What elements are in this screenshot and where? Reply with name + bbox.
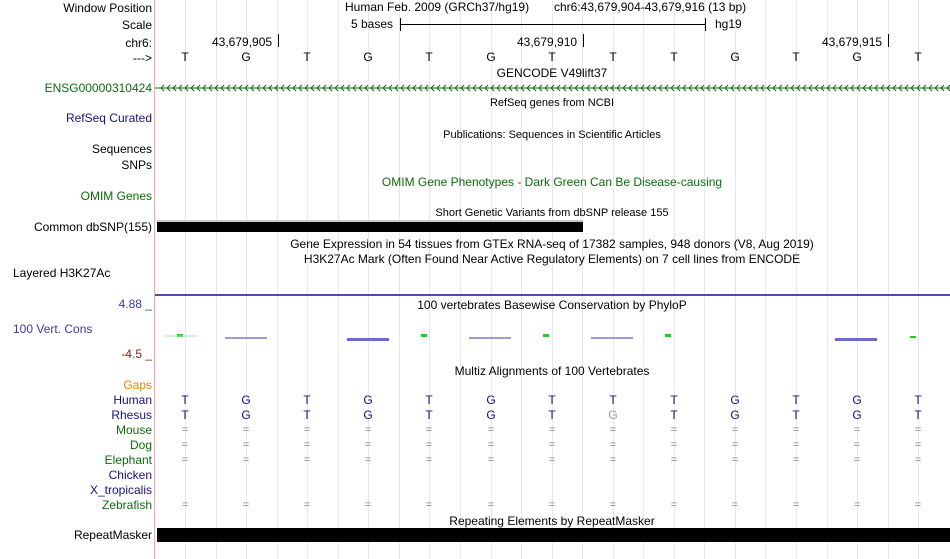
multiz-track-title: Multiz Alignments of 100 Vertebrates	[454, 364, 650, 378]
label-gencode[interactable]: ENSG00000310424	[44, 81, 152, 95]
human-base: G	[486, 393, 496, 407]
mouse-match-mark: =	[609, 424, 617, 436]
mouse-match-mark: =	[792, 424, 800, 436]
mouse-match-mark: =	[670, 424, 678, 436]
ruler-tick	[583, 34, 584, 47]
reference-base: T	[548, 50, 556, 64]
dog-match-mark: =	[181, 439, 189, 451]
h3k27ac-track-title: H3K27Ac Mark (Often Found Near Active Regulatory Elements) on 7 cell lines from ENCODE	[303, 252, 801, 266]
rhesus-base: G	[608, 408, 618, 422]
zebrafish-match-mark: =	[853, 499, 861, 511]
label-species-human[interactable]: Human	[113, 393, 152, 407]
human-base: G	[730, 393, 740, 407]
rhesus-base: G	[241, 408, 251, 422]
human-base: T	[609, 393, 617, 407]
label-h3k27ac[interactable]: Layered H3K27Ac	[13, 266, 111, 280]
elephant-match-mark: =	[609, 454, 617, 466]
repeatmasker-element-bar[interactable]	[157, 528, 950, 542]
elephant-match-mark: =	[792, 454, 800, 466]
label-phylop-min: -4.5 _	[121, 347, 152, 361]
rhesus-base: T	[670, 408, 678, 422]
zebrafish-match-mark: =	[792, 499, 800, 511]
label-strand: --->	[133, 51, 152, 65]
rhesus-base: G	[363, 408, 373, 422]
zebrafish-match-mark: =	[609, 499, 617, 511]
elephant-match-mark: =	[364, 454, 372, 466]
elephant-match-mark: =	[181, 454, 189, 466]
label-species-elephant[interactable]: Elephant	[104, 453, 152, 467]
mouse-match-mark: =	[914, 424, 922, 436]
reference-base: T	[303, 50, 311, 64]
label-species-zebrafish[interactable]: Zebrafish	[101, 498, 152, 512]
rhesus-base: T	[303, 408, 311, 422]
mouse-match-mark: =	[181, 424, 189, 436]
position-readout: chr6:43,679,904-43,679,916 (13 bp)	[554, 0, 747, 14]
scale-text: 5 bases	[351, 17, 394, 31]
rhesus-base: T	[914, 408, 922, 422]
label-phylop-max: 4.88 _	[118, 297, 152, 311]
human-base: T	[303, 393, 311, 407]
zebrafish-match-mark: =	[425, 499, 433, 511]
rhesus-base: T	[548, 408, 556, 422]
reference-base: G	[486, 50, 496, 64]
label-window-position: Window Position	[63, 1, 152, 15]
scale-bar-right-tick	[705, 18, 706, 31]
ruler-tick	[278, 34, 279, 47]
zebrafish-match-mark: =	[670, 499, 678, 511]
rhesus-base: T	[792, 408, 800, 422]
zebrafish-match-mark: =	[914, 499, 922, 511]
reference-base: G	[363, 50, 373, 64]
label-refseq[interactable]: RefSeq Curated	[65, 111, 152, 125]
mouse-match-mark: =	[303, 424, 311, 436]
dog-match-mark: =	[425, 439, 433, 451]
dog-match-mark: =	[853, 439, 861, 451]
human-base: G	[241, 393, 251, 407]
elephant-match-mark: =	[548, 454, 556, 466]
mouse-match-mark: =	[548, 424, 556, 436]
elephant-match-mark: =	[853, 454, 861, 466]
ruler-tick-label: 43,679,915	[822, 35, 883, 49]
gencode-track-title: GENCODE V49lift37	[496, 66, 608, 80]
mouse-match-mark: =	[242, 424, 250, 436]
human-base: G	[852, 393, 862, 407]
zebrafish-match-mark: =	[303, 499, 311, 511]
reference-base: G	[852, 50, 862, 64]
mouse-match-mark: =	[487, 424, 495, 436]
scale-bar-left-tick	[400, 18, 401, 31]
elephant-match-mark: =	[731, 454, 739, 466]
rhesus-base: T	[425, 408, 433, 422]
dbsnp-track-title: Short Genetic Variants from dbSNP release 155	[435, 207, 669, 219]
zebrafish-match-mark: =	[242, 499, 250, 511]
human-base: T	[181, 393, 189, 407]
label-species-xtropicalis[interactable]: X_tropicalis	[89, 483, 152, 497]
omim-track-title: OMIM Gene Phenotypes - Dark Green Can Be Disease-causing	[381, 175, 723, 189]
elephant-match-mark: =	[914, 454, 922, 466]
label-dbsnp[interactable]: Common dbSNP(155)	[33, 220, 152, 234]
label-species-chicken[interactable]: Chicken	[108, 468, 152, 482]
mouse-match-mark: =	[364, 424, 372, 436]
zebrafish-match-mark: =	[181, 499, 189, 511]
reference-base: T	[609, 50, 617, 64]
reference-base: T	[792, 50, 800, 64]
human-base: T	[914, 393, 922, 407]
ruler-tick-label: 43,679,910	[517, 35, 578, 49]
repeatmasker-track-title: Repeating Elements by RepeatMasker	[449, 514, 655, 528]
gencode-gene-feature[interactable]	[155, 82, 950, 94]
reference-base: T	[425, 50, 433, 64]
label-species-mouse[interactable]: Mouse	[115, 423, 152, 437]
track-area[interactable]	[155, 0, 950, 559]
dog-match-mark: =	[242, 439, 250, 451]
phylop-track-title: 100 vertebrates Basewise Conservation by PhyloP	[417, 298, 687, 312]
dog-match-mark: =	[731, 439, 739, 451]
zebrafish-match-mark: =	[548, 499, 556, 511]
mouse-match-mark: =	[425, 424, 433, 436]
elephant-match-mark: =	[670, 454, 678, 466]
dog-match-mark: =	[364, 439, 372, 451]
human-base: T	[670, 393, 678, 407]
label-species-dog[interactable]: Dog	[129, 438, 152, 452]
dog-match-mark: =	[609, 439, 617, 451]
elephant-match-mark: =	[487, 454, 495, 466]
dog-match-mark: =	[303, 439, 311, 451]
zebrafish-match-mark: =	[731, 499, 739, 511]
scale-bar	[400, 24, 706, 25]
dog-match-mark: =	[670, 439, 678, 451]
dbsnp-variant-bar[interactable]	[157, 222, 583, 232]
label-sequences[interactable]: Sequences	[91, 142, 152, 156]
label-omim[interactable]: OMIM Genes	[80, 189, 152, 203]
elephant-match-mark: =	[425, 454, 433, 466]
h3k27ac-signal-line	[155, 294, 950, 296]
assembly-title: Human Feb. 2009 (GRCh37/hg19)	[345, 0, 530, 14]
zebrafish-match-mark: =	[487, 499, 495, 511]
rhesus-base: G	[730, 408, 740, 422]
dog-match-mark: =	[792, 439, 800, 451]
dog-match-mark: =	[487, 439, 495, 451]
scale-db: hg19	[715, 17, 742, 31]
label-gaps[interactable]: Gaps	[123, 378, 152, 392]
label-repeatmasker[interactable]: RepeatMasker	[73, 528, 152, 542]
gtex-track-title: Gene Expression in 54 tissues from GTEx RNA-seq of 17382 samples, 948 donors (V8, Aug 2019)	[290, 237, 814, 251]
reference-base: G	[730, 50, 740, 64]
label-chrom: chr6:	[125, 36, 152, 50]
mouse-match-mark: =	[731, 424, 739, 436]
human-base: T	[548, 393, 556, 407]
ruler-tick	[888, 34, 889, 47]
reference-base: G	[241, 50, 251, 64]
publications-track-title: Publications: Sequences in Scientific Articles	[443, 129, 661, 141]
reference-base: T	[914, 50, 922, 64]
rhesus-base: G	[486, 408, 496, 422]
human-base: G	[363, 393, 373, 407]
zebrafish-match-mark: =	[364, 499, 372, 511]
elephant-match-mark: =	[242, 454, 250, 466]
label-species-rhesus[interactable]: Rhesus	[111, 408, 152, 422]
reference-base: T	[670, 50, 678, 64]
track-labels	[0, 0, 155, 559]
dog-match-mark: =	[548, 439, 556, 451]
label-cons[interactable]: 100 Vert. Cons	[13, 322, 93, 336]
human-base: T	[792, 393, 800, 407]
mouse-match-mark: =	[853, 424, 861, 436]
rhesus-base: T	[181, 408, 189, 422]
dog-match-mark: =	[914, 439, 922, 451]
refseq-track-title: RefSeq genes from NCBI	[489, 97, 615, 109]
reference-base: T	[181, 50, 189, 64]
phylop-signal	[155, 328, 950, 348]
elephant-match-mark: =	[303, 454, 311, 466]
label-snps[interactable]: SNPs	[121, 158, 152, 172]
human-base: T	[425, 393, 433, 407]
ruler-tick-label: 43,679,905	[212, 35, 273, 49]
rhesus-base: G	[852, 408, 862, 422]
label-scale: Scale	[121, 18, 152, 32]
